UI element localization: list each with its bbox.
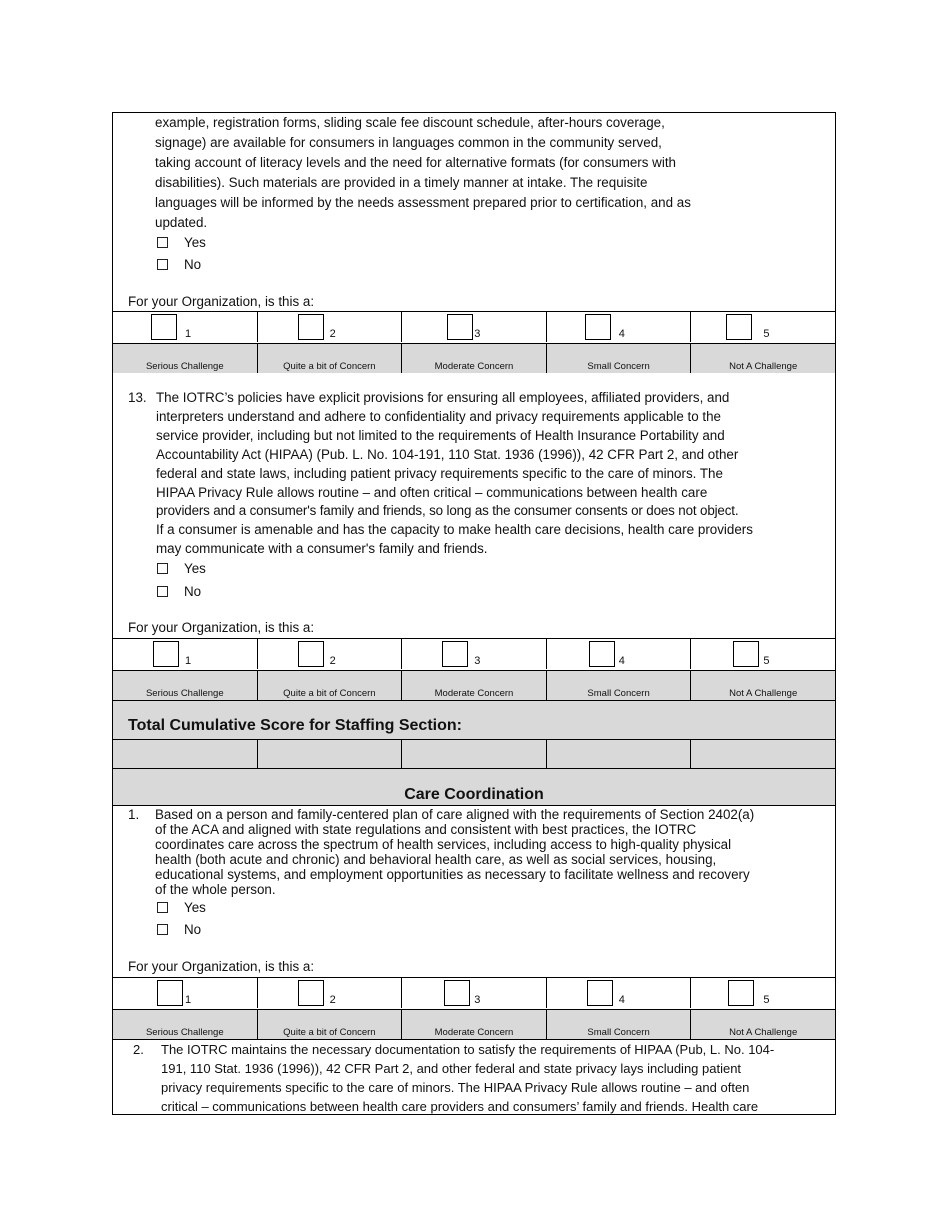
org-prompt: For your Organization, is this a: (128, 620, 315, 635)
rating-label: Not A Challenge (690, 671, 835, 700)
score-cell[interactable] (546, 740, 691, 768)
rating-label: Quite a bit of Concern (257, 344, 402, 373)
text-line: of the whole person. (155, 882, 276, 897)
text-line: The IOTRC maintains the necessary documentation to satisfy the requirements of HIPAA (Pub, L. No. 104- (161, 1042, 775, 1057)
score-cell[interactable] (690, 740, 835, 768)
org-prompt: For your Organization, is this a: (128, 294, 315, 309)
rating-cell-1[interactable]: 1 (113, 639, 257, 669)
text-line: Accountability Act (HIPAA) (Pub. L. No. 104-191, 110 Stat. 1936 (1996)), 42 CFR Part 2, and other (156, 446, 739, 462)
text-line: languages will be informed by the needs assessment prepared prior to certification, and as (155, 195, 691, 210)
rating-cell-4[interactable]: 4 (546, 978, 691, 1008)
org-prompt: For your Organization, is this a: (128, 959, 315, 974)
rating-label-row (113, 1009, 835, 1039)
rating-label-row (113, 670, 835, 700)
rating-label: Quite a bit of Concern (257, 1010, 402, 1039)
no-option[interactable]: No (157, 584, 201, 599)
rating-cell-2[interactable]: 2 (257, 312, 402, 342)
rating-box-5[interactable] (728, 980, 754, 1006)
text-line: taking account of literacy levels and the need for alternative formats (for consumers with (155, 155, 676, 170)
rating-cell-3[interactable]: 3 (401, 312, 546, 342)
text-line: interpreters understand and adhere to confidentiality and privacy requirements applicable to the (156, 408, 721, 424)
text-line: If a consumer is amenable and has the capacity to make health care decisions, health care providers (156, 522, 753, 538)
score-cell[interactable] (401, 740, 546, 768)
text-line: HIPAA Privacy Rule allows routine – and often critical – communications between health care (156, 484, 708, 500)
rating-label: Moderate Concern (401, 1010, 546, 1039)
rating-cell-2[interactable]: 2 (257, 978, 402, 1008)
rating-box-4[interactable] (585, 314, 611, 340)
yes-option[interactable]: Yes (157, 235, 206, 250)
score-cell[interactable] (257, 740, 402, 768)
text-line: educational systems, and employment opportunities as necessary to facilitate wellness and recovery (155, 867, 750, 882)
text-line: example, registration forms, sliding scale fee discount schedule, after-hours coverage, (155, 115, 665, 130)
rating-cell-5[interactable]: 5 (690, 978, 835, 1008)
total-score-label: Total Cumulative Score for Staffing Section: (128, 717, 462, 734)
text-line: critical – communications between health care providers and consumers’ family and friends. Health care (161, 1099, 759, 1114)
text-line: service provider, including but not limited to the requirements of Health Insurance Portability and (156, 427, 725, 443)
text-line: may communicate with a consumer's family and friends. (156, 541, 488, 557)
rating-cell-1[interactable]: 1 (113, 312, 257, 342)
checkbox-yes[interactable] (157, 902, 168, 913)
checkbox-no[interactable] (157, 924, 168, 935)
item-number: 2. (133, 1042, 144, 1057)
rating-box-1[interactable] (151, 314, 177, 340)
yes-option[interactable]: Yes (157, 561, 206, 576)
rating-cell-3[interactable]: 3 (401, 639, 546, 669)
continued-item-text (155, 113, 815, 233)
checkbox-yes[interactable] (157, 563, 168, 574)
text-line: 191, 110 Stat. 1936 (1996)), 42 CFR Part 2, and other federal and state privacy lays including patient (161, 1061, 742, 1076)
total-score-header (113, 700, 835, 739)
rating-box-5[interactable] (733, 641, 759, 667)
section-title: Care Coordination (404, 786, 544, 803)
rating-box-2[interactable] (298, 641, 324, 667)
rating-label-row (113, 343, 835, 373)
text-line: The IOTRC’s policies have explicit provisions for ensuring all employees, affiliated providers, and (156, 390, 730, 405)
care-item-2 (113, 1039, 835, 1116)
rating-number-row (113, 638, 835, 669)
rating-cell-2[interactable]: 2 (257, 639, 402, 669)
yes-option[interactable]: Yes (157, 900, 206, 915)
text-line: signage) are available for consumers in languages common in the community served, (155, 135, 662, 150)
rating-label: Not A Challenge (690, 1010, 835, 1039)
rating-cell-4[interactable]: 4 (546, 312, 691, 342)
rating-cell-1[interactable]: 1 (113, 978, 257, 1008)
rating-label: Small Concern (546, 344, 691, 373)
rating-number-row (113, 977, 835, 1008)
section-header (113, 768, 835, 806)
rating-box-3[interactable] (442, 641, 468, 667)
text-line: updated. (155, 215, 208, 230)
rating-cell-3[interactable]: 3 (401, 978, 546, 1008)
rating-label: Moderate Concern (401, 671, 546, 700)
rating-box-5[interactable] (726, 314, 752, 340)
text-line: coordinates care across the spectrum of health services, including access to high-quality physical (155, 837, 732, 852)
rating-cell-5[interactable]: 5 (690, 312, 835, 342)
rating-box-2[interactable] (298, 980, 324, 1006)
rating-cell-5[interactable]: 5 (690, 639, 835, 669)
text-line: privacy requirements specific to the care of minors. The HIPAA Privacy Rule allows routine – and often (161, 1080, 750, 1095)
rating-box-2[interactable] (298, 314, 324, 340)
rating-box-4[interactable] (587, 980, 613, 1006)
rating-box-4[interactable] (589, 641, 615, 667)
rating-box-3[interactable] (447, 314, 473, 340)
total-score-row (113, 739, 835, 768)
rating-label: Small Concern (546, 671, 691, 700)
text-line: providers and a consumer's family and friends, so long as the consumer consents or does not object. (156, 503, 739, 519)
item-number: 1. (128, 807, 140, 822)
rating-label: Small Concern (546, 1010, 691, 1039)
checkbox-no[interactable] (157, 586, 168, 597)
text-line: health (both acute and chronic) and behavioral health care, as well as social services, housing, (155, 852, 717, 867)
rating-label: Serious Challenge (145, 361, 224, 372)
checkbox-yes[interactable] (157, 237, 168, 248)
rating-label: Quite a bit of Concern (257, 671, 402, 700)
item-number: 13. (128, 390, 147, 405)
no-option[interactable]: No (157, 257, 201, 272)
text-line: disabilities). Such materials are provided in a timely manner at intake. The requisite (155, 175, 648, 190)
no-option[interactable]: No (157, 922, 201, 937)
score-cell[interactable] (113, 740, 257, 768)
checkbox-no[interactable] (157, 259, 168, 270)
rating-box-1[interactable] (153, 641, 179, 667)
text-line: federal and state laws, including patient privacy requirements specific to the care of minors. The (156, 465, 723, 481)
rating-box-1[interactable] (157, 980, 183, 1006)
rating-number-row (113, 311, 835, 342)
assessment-form (112, 112, 836, 1115)
rating-cell-4[interactable]: 4 (546, 639, 691, 669)
rating-label: Not A Challenge (690, 344, 835, 373)
text-line: of the ACA and aligned with state regulations and consistent with best practices, the IOTRC (155, 822, 697, 837)
rating-box-3[interactable] (444, 980, 470, 1006)
rating-label: Serious Challenge (145, 1027, 224, 1038)
rating-label: Serious Challenge (145, 688, 224, 699)
rating-label: Moderate Concern (401, 344, 546, 373)
text-line: Based on a person and family-centered plan of care aligned with the requirements of Section 2402(a) (155, 807, 755, 822)
